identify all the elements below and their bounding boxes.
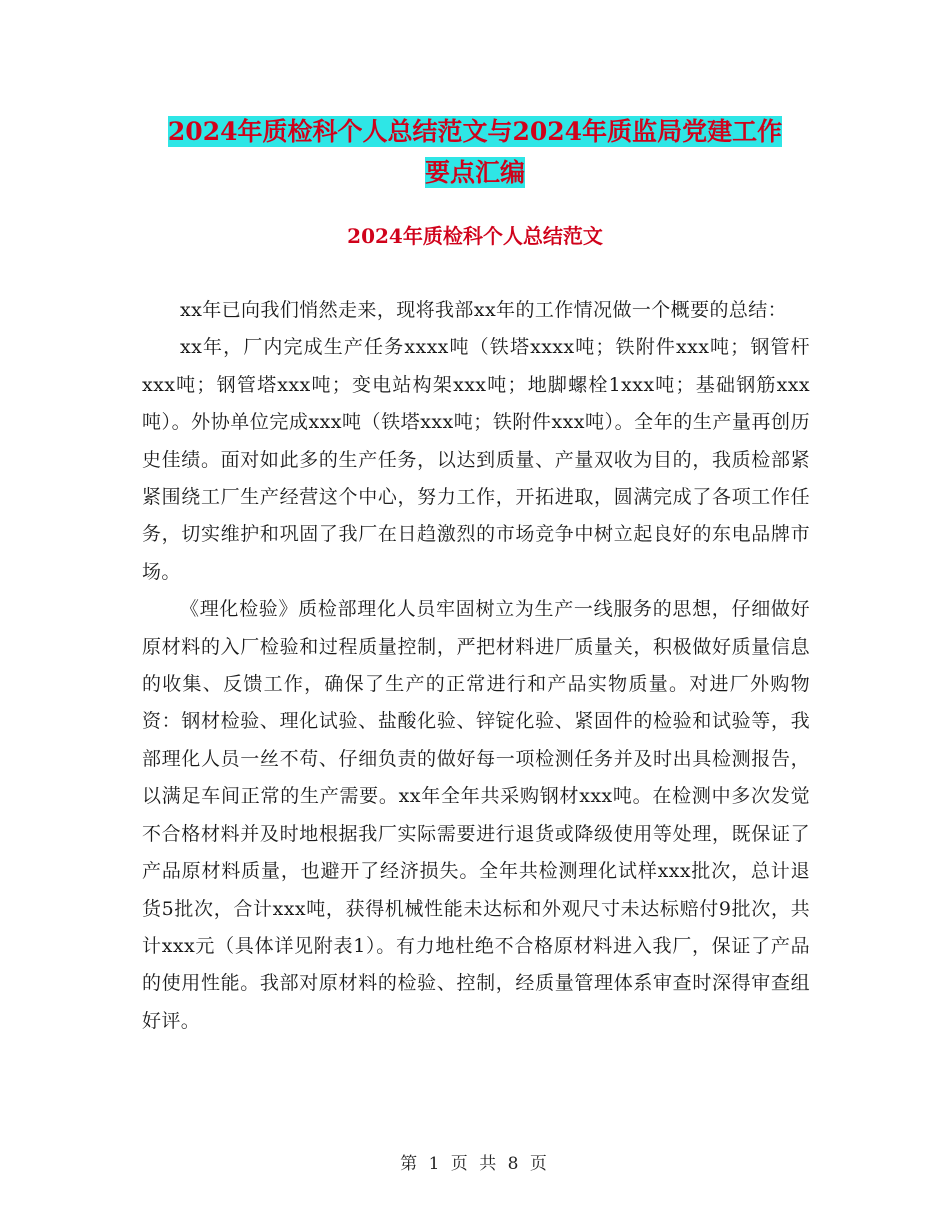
paragraph-intro: xx年已向我们悄然走来，现将我部xx年的工作情况做一个概要的总结： (180, 299, 788, 321)
paragraph-production: xx年，厂内完成生产任务xxxx吨（铁塔xxxx吨；铁附件xxx吨；钢管杆xxx吨；钢管塔xxx吨；变电站构架xxx吨；地脚螺栓1xxx吨；基础钢筋xxx吨）。外协单位完成xxx吨（铁塔xxx吨；铁附件xxx吨）。全年的生产量再创历史佳绩。面对如此多的生产任务，以达到质量、产量双收为目的，我质检部紧紧围绕工厂生产经营这个中心，努力工作，开拓进取，圆满完成了各项工作任务，切实维护和巩固了我厂在日趋激烈的市场竞争中树立起良好的东电品牌市场。 (142, 336, 810, 583)
document-title-line-1: 2024年质检科个人总结范文与2024年质监局党建工作 (167, 117, 783, 146)
page-footer: 第 1 页 共 8 页 (400, 1154, 550, 1174)
document-body (142, 292, 810, 1040)
section-title: 2024年质检科个人总结范文 (347, 224, 603, 248)
document-title-line-2: 要点汇编 (424, 158, 525, 187)
paragraph-inspection: 《理化检验》质检部理化人员牢固树立为生产一线服务的思想，仔细做好原材料的入厂检验和过程质量控制，严把材料进厂质量关，积极做好质量信息的收集、反馈工作，确保了生产的正常进行和产品实物质量。对进厂外购物资：钢材检验、理化试验、盐酸化验、锌锭化验、紧固件的检验和试验等，我部理化人员一丝不苟、仔细负责的做好每一项检测任务并及时出具检测报告，以满足车间正常的生产需要。xx年全年共采购钢材xxx吨。在检测中多次发觉不合格材料并及时地根据我厂实际需要进行退货或降级使用等处理，既保证了产品原材料质量，也避开了经济损失。全年共检测理化试样xxx批次，总计退货5批次，合计xxx吨，获得机械性能未达标和外观尺寸未达标赔付9批次，共计xxx元（具体详见附表1）。有力地杜绝不合格原材料进入我厂，保证了产品的使用性能。我部对原材料的检验、控制，经质量管理体系审查时深得审查组好评。 (142, 598, 810, 1032)
